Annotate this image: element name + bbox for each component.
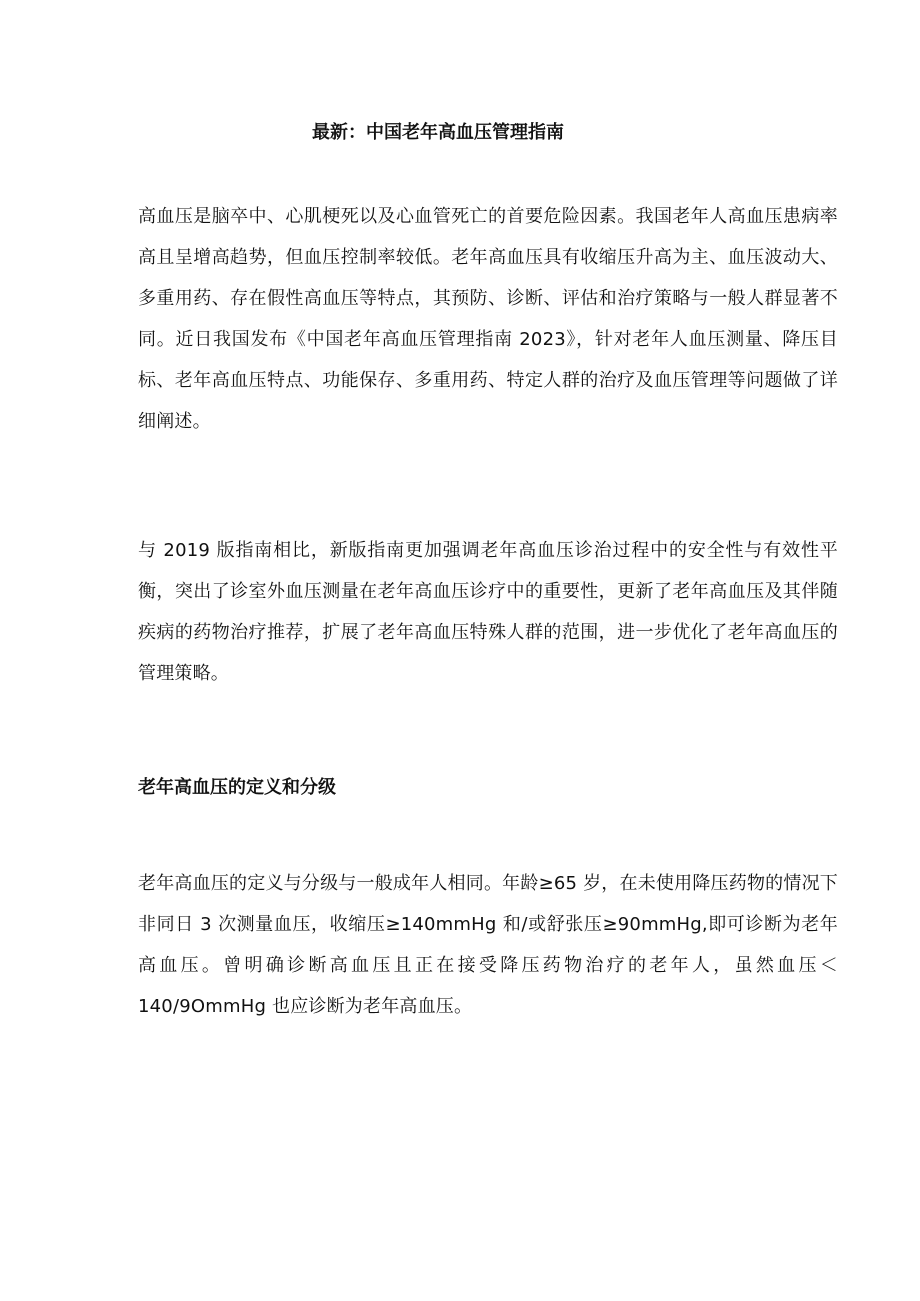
definition-paragraph: 老年高血压的定义与分级与一般成年人相同。年龄≥65 岁，在未使用降压药物的情况下非同日 3 次测量血压，收缩压≥140mmHg 和/或舒张压≥90mmHg,即可诊断为老年高血压。曾明确诊断高血压且正在接受降压药物治疗的老年人，虽然血压＜140/9OmmHg 也应诊断为老年高血压。 [138, 873, 838, 1017]
document-title: 最新：中国老年高血压管理指南 [312, 122, 564, 143]
intro-paragraph: 高血压是脑卒中、心肌梗死以及心血管死亡的首要危险因素。我国老年人高血压患病率高且呈增高趋势，但血压控制率较低。老年高血压具有收缩压升高为主、血压波动大、多重用药、存在假性高血压等特点，其预防、诊断、评估和治疗策略与一般人群显著不同。近日我国发布《中国老年高血压管理指南 2023》，针对老年人血压测量、降压目标、老年高血压特点、功能保存、多重用药、特定人群的治疗及血压管理等问题做了详细阐述。 [138, 206, 838, 432]
comparison-paragraph: 与 2019 版指南相比，新版指南更加强调老年高血压诊治过程中的安全性与有效性平衡，突出了诊室外血压测量在老年高血压诊疗中的重要性，更新了老年高血压及其伴随疾病的药物治疗推荐，扩展了老年高血压特殊人群的范围，进一步优化了老年高血压的管理策略。 [138, 540, 838, 684]
section-heading: 老年高血压的定义和分级 [138, 777, 336, 798]
